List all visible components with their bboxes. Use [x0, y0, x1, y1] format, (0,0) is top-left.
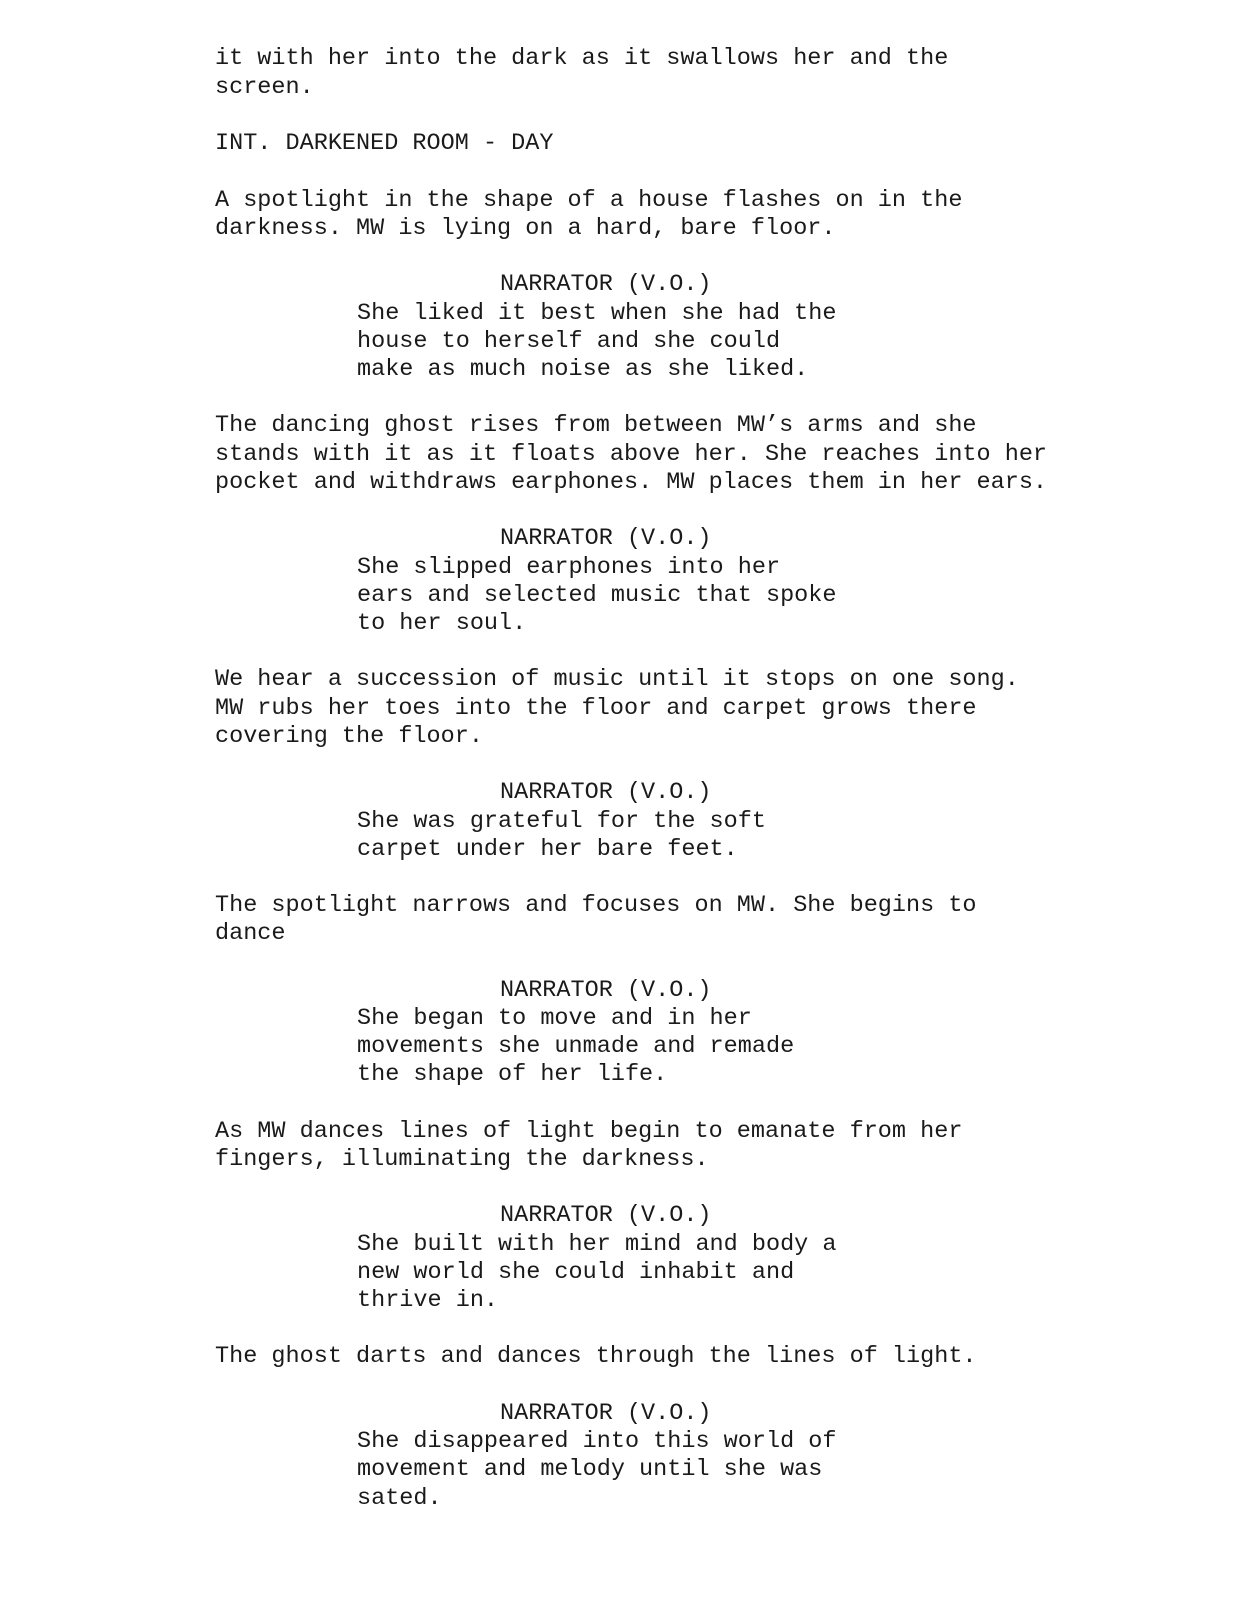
action-line: covering the floor. — [215, 723, 483, 750]
action-line: pocket and withdraws earphones. MW places them in her ears. — [215, 469, 1048, 496]
dialogue-line: movements she unmade and remade — [357, 1033, 795, 1060]
action-line: MW rubs her toes into the floor and carpet grows there — [215, 695, 977, 722]
action-line: it with her into the dark as it swallows her and the — [215, 45, 949, 72]
dialogue-line: She built with her mind and body a — [357, 1231, 837, 1258]
character-cue: NARRATOR (V.O.) — [500, 271, 712, 298]
dialogue-line: sated. — [357, 1485, 442, 1512]
action-line: fingers, illuminating the darkness. — [215, 1146, 709, 1173]
dialogue-line: movement and melody until she was — [357, 1456, 823, 1483]
action-line: The dancing ghost rises from between MW’s arms and she — [215, 412, 977, 439]
dialogue-line: She slipped earphones into her — [357, 554, 781, 581]
action-line: As MW dances lines of light begin to emanate from her — [215, 1118, 963, 1145]
dialogue-line: the shape of her life. — [357, 1061, 668, 1088]
action-line: darkness. MW is lying on a hard, bare floor. — [215, 215, 836, 242]
action-line: screen. — [215, 74, 314, 101]
action-line: stands with it as it floats above her. She reaches into her — [215, 441, 1048, 468]
action-line: A spotlight in the shape of a house flashes on in the — [215, 187, 963, 214]
dialogue-line: make as much noise as she liked. — [357, 356, 809, 383]
character-cue: NARRATOR (V.O.) — [500, 779, 712, 806]
action-line: dance — [215, 920, 286, 947]
dialogue-line: carpet under her bare feet. — [357, 836, 738, 863]
dialogue-line: She began to move and in her — [357, 1005, 752, 1032]
dialogue-line: She disappeared into this world of — [357, 1428, 837, 1455]
dialogue-line: to her soul. — [357, 610, 527, 637]
action-line: The spotlight narrows and focuses on MW. She begins to — [215, 892, 977, 919]
character-cue: NARRATOR (V.O.) — [500, 977, 712, 1004]
dialogue-line: thrive in. — [357, 1287, 499, 1314]
dialogue-line: She was grateful for the soft — [357, 808, 766, 835]
dialogue-line: house to herself and she could — [357, 328, 781, 355]
character-cue: NARRATOR (V.O.) — [500, 525, 712, 552]
action-line: We hear a succession of music until it stops on one song. — [215, 666, 1019, 693]
dialogue-line: She liked it best when she had the — [357, 300, 837, 327]
scene-heading: INT. DARKENED ROOM - DAY — [215, 130, 554, 157]
character-cue: NARRATOR (V.O.) — [500, 1202, 712, 1229]
dialogue-line: ears and selected music that spoke — [357, 582, 837, 609]
dialogue-line: new world she could inhabit and — [357, 1259, 795, 1286]
action-line: The ghost darts and dances through the lines of light. — [215, 1343, 977, 1370]
character-cue: NARRATOR (V.O.) — [500, 1400, 712, 1427]
